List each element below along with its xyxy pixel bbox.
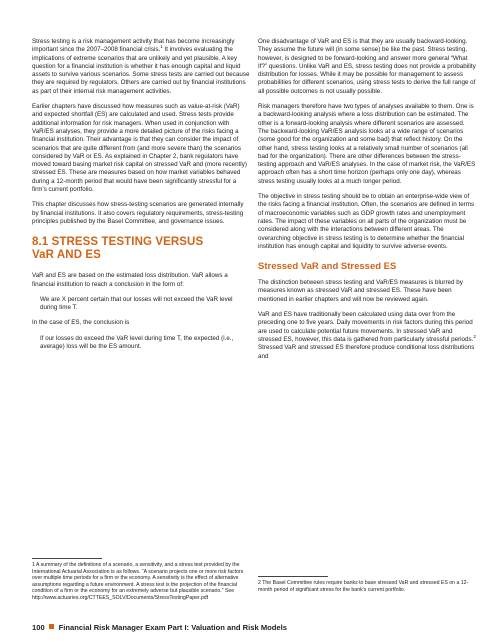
paragraph: One disadvantage of VaR and ES is that they are usually backward-looking. They assume the future will (in some sense) be like the past. Stress testing, however, is designed to be forward-looking and answer more general “What If?” questions. Unlike VaR and ES, stress testing does not provide a probability distribution for losses. While it may be possible for management to assess probabilities for different scenarios, using stress tests to derive the full range of all possible outcomes is not usually possible. bbox=[258, 38, 476, 95]
footnote-block-right bbox=[258, 576, 476, 593]
paragraph: Risk managers therefore have two types of analyses available to them. One is a backward-looking analysis where a loss distribution can be estimated. The other is a forward-looking analysis where different scenarios are assessed. The backward-looking VaR/ES analysis looks at a wide range of scenarios (some good for the organization and some bad) that reflect history. On the other hand, stress testing looks at a relatively small number of scenarios (all bad for the organization). There are other differences between the stress-testing approach and VaR/ES analyses. In the case of market risk, the VaR/ES approach often has a short time horizon (perhaps only one day), whereas stress testing usually looks at a much longer period. bbox=[258, 103, 476, 185]
page-number: 100 bbox=[32, 623, 45, 632]
intro-text-tail: It involves evaluating the implications of extreme scenarios that are unlikely and yet plausible. A key question for a financial institution is whether it has enough capital and liquid assets to survive various scenarios. Some stress tests are carried out because they are required by regulators. Others are carried out by financial institutions as part of their internal risk management activities. bbox=[32, 46, 250, 95]
section-heading-line-1: 8.1 STRESS TESTING VERSUS bbox=[32, 236, 204, 249]
footnote-1: 1 A summary of the definitions of a scenario, a sensitivity, and a stress test provided by the International Actuarial Association is as follows. “A scenario projects one or more risk factors over multiple time periods for a firm or the economy. A sensitivity is the effect of alternative assumptions regarding a future environment. A stress test is the projection of the financial condition of a firm or the economy for an extremely adverse but plausible scenario.” See http://www.actuaries.org/CTTEES_SOLV/Documents/StressTestingPaper.pdf bbox=[32, 562, 244, 601]
right-column bbox=[258, 38, 476, 368]
left-column bbox=[32, 38, 250, 358]
footnote-rule bbox=[258, 576, 328, 577]
paragraph-text: VaR and ES have traditionally been calculated using data over from the preceding one to five years. Daily movements in risk factors during this period are used to calculate potential future movements. In stressed VaR and stressed ES, however, this data is gathered from particularly stressful periods. bbox=[258, 311, 474, 343]
paragraph: In the case of ES, the conclusion is bbox=[32, 319, 130, 327]
paragraph-text-tail: Stressed VaR and stressed ES therefore produce conditional loss distributions and bbox=[258, 344, 475, 360]
paragraph bbox=[258, 311, 476, 361]
page-footer bbox=[32, 623, 472, 632]
paragraph: Earlier chapters have discussed how measures such as value-at-risk (VaR) and expected shortfall (ES) are calculated and used. Stress tests provide additional information for risk managers. When used in conjunction with VaR/ES analyses, they provide a more detailed picture of the risks facing a financial institution. Their advantage is that they can consider the impact of scenarios that are quite different from (and more severe than) the scenarios considered by VaR or ES. As explained in Chapter 2, bank regulators have moved toward basing market risk capital on stressed VaR and (more recently) stressed ES. These are measures based on how market variables behaved during a 12-month period that would have been significantly stressful for a firm’s current portfolio. bbox=[32, 103, 247, 194]
subsection-heading: Stressed VaR and Stressed ES bbox=[258, 261, 397, 273]
intro-paragraph bbox=[32, 38, 250, 96]
square-bullet-icon bbox=[49, 624, 54, 629]
section-heading-line-2: VaR AND ES bbox=[32, 248, 101, 261]
block-quote: We are X percent certain that our losses will not exceed the VaR level during time T. bbox=[40, 295, 233, 312]
footnote-ref-2: 2 bbox=[473, 333, 476, 339]
footnote-ref-1: 1 bbox=[160, 44, 163, 50]
footnote-rule bbox=[32, 558, 102, 559]
footnote-2: 2 The Basel Committee rules require banks to base stressed VaR and stressed ES on a 12-month period of significant stress for the bank’s current portfolio. bbox=[258, 580, 469, 593]
intro-text: Stress testing is a risk management activity that has become increasingly important since the 2007–2008 financial crisis. bbox=[32, 38, 235, 54]
paragraph: The distinction between stress testing and VaR/ES measures is blurred by measures known as stressed VaR and stressed ES. These have been mentioned in earlier chapters and will now be reviewed again. bbox=[258, 279, 463, 303]
footer-title: Financial Risk Manager Exam Part I: Valuation and Risk Models bbox=[58, 623, 287, 632]
block-quote: If our losses do exceed the VaR level during time T, the expected (i.e., average) loss will be the ES amount. bbox=[40, 334, 234, 351]
footnote-block-left bbox=[32, 558, 250, 602]
paragraph: The objective in stress testing should be to obtain an enterprise-wide view of the risks facing a financial institution. Often, the scenarios are defined in terms of macroeconomic variables such as GDP growth rates and unemployment rates. The impact of these variables on all parts of the organization must be considered along with the interactions between different areas. The overarching objective in stress testing is to determine whether the financial institution has enough capital and liquidity to survive adverse events. bbox=[258, 193, 475, 250]
section-heading bbox=[32, 236, 250, 261]
paragraph: This chapter discusses how stress-testing scenarios are generated internally by financial institutions. It also covers regulatory requirements, stress-testing principles published by the Basel Committee, and governance issues. bbox=[32, 201, 244, 225]
paragraph: VaR and ES are based on the estimated loss distribution. VaR allows a financial institution to reach a conclusion in the form of: bbox=[32, 272, 228, 288]
